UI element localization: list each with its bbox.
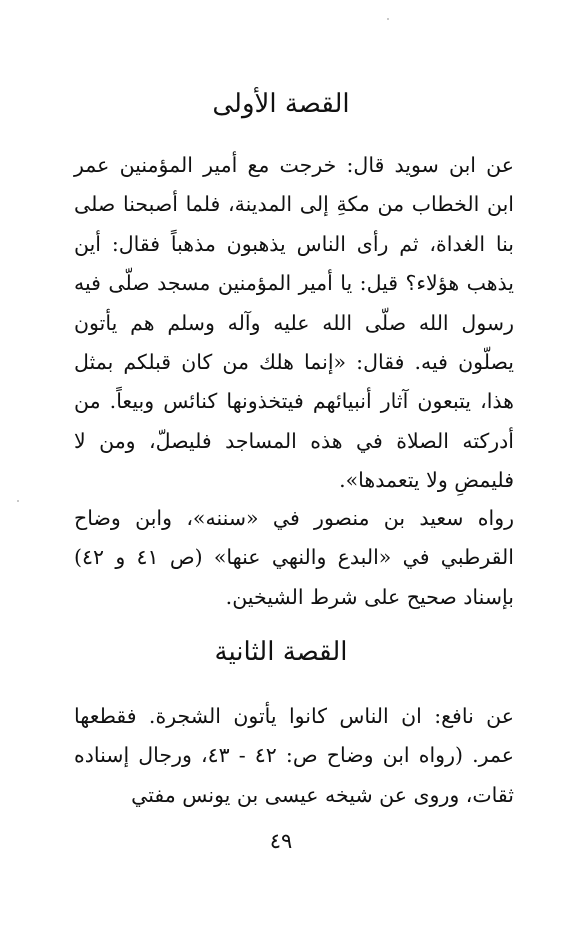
story-one-source-paragraph: رواه سعيد بن منصور في «سننه»، وابن وضاح القرطبي في «البدع والنهي عنها» (ص ٤١ و ٤٢) بإسناد صحيح على شرط الشيخين.: [74, 506, 514, 609]
page-number: ٤٩: [269, 829, 293, 853]
story-one-title: القصة الأولى: [212, 89, 350, 119]
scan-speck: [387, 18, 389, 20]
story-two-paragraph: عن نافع: ان الناس كانوا يأتون الشجرة. فقطعها عمر. (رواه ابن وضاح ص: ٤٢ - ٤٣، ورجال إسناده ثقات، وروى عن شيخه عيسى بن يونس مفتي: [74, 704, 514, 807]
story-two-title: القصة الثانية: [214, 637, 348, 667]
story-one-paragraph: عن ابن سويد قال: خرجت مع أمير المؤمنين عمر ابن الخطاب من مكةِ إلى المدينة، فلما أصبحنا صلى بنا الغداة، ثم رأى الناس يذهبون مذهباً فقال: أين يذهب هؤلاء؟ قيل: يا أمير المؤمنين مسجد صلّى فيه رسول الله صلّى الله عليه وآله وسلم هم يأتون يصلّون فيه. فقال: «إنما هلك من كان قبلكم بمثل هذا، يتبعون آثار أنبيائهم فيتخذونها كنائس وبيعاً. من أدركته الصلاة في هذه المساجد فليصلّ، ومن لا فليمضِ ولا يتعمدها».: [74, 153, 514, 493]
scan-speck: [17, 500, 19, 502]
